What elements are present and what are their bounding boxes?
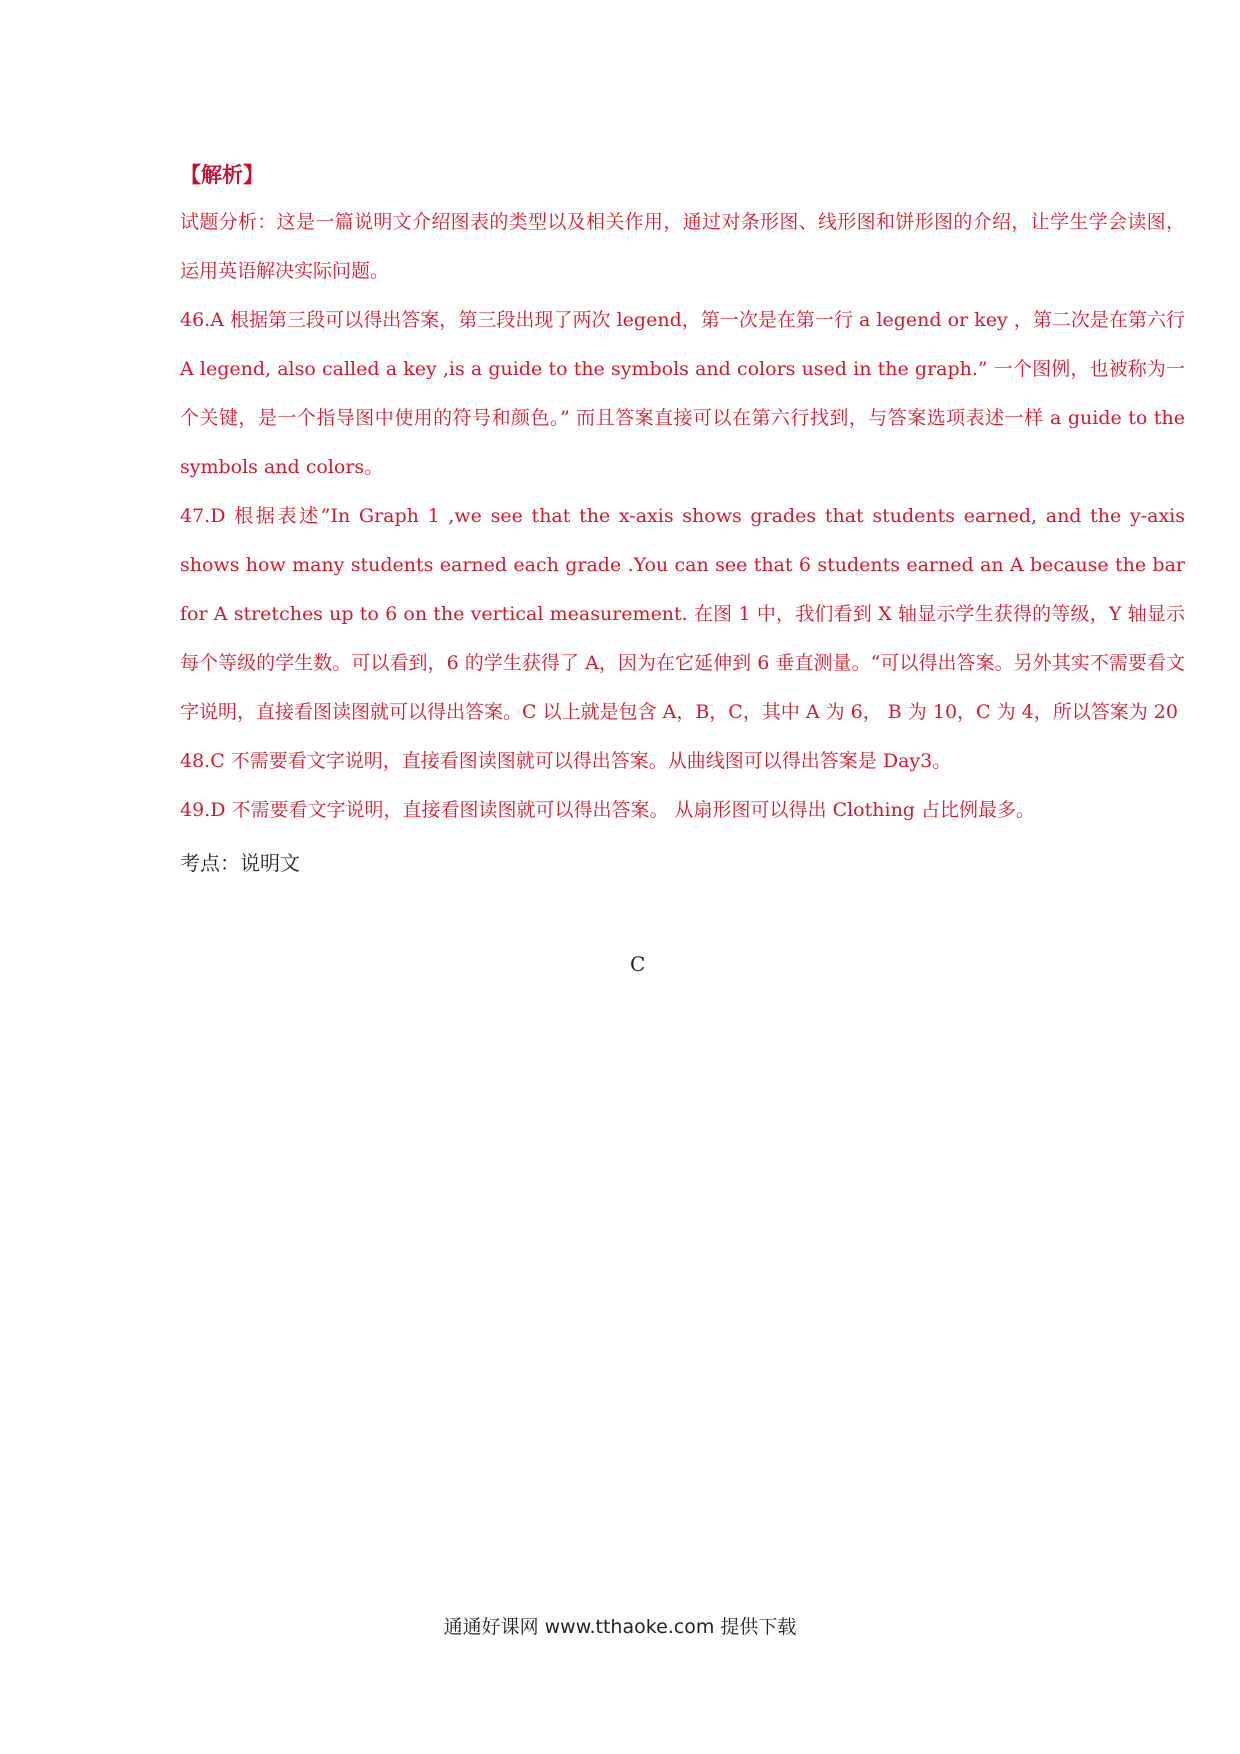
answer-46: 46.A 根据第三段可以得出答案，第三段出现了两次 legend，第一次是在第一行 a legend or key ，第二次是在第六行 A legend, also called a key ,is a guide to the symbols and colors used in the graph.” 一个图例，也被称为一个关键，是一个指导图中使用的符号和颜色。” 而且答案直接可以在第六行找到，与答案选项表述一样 a guide to the symbols and colors。	[180, 309, 1185, 478]
answer-47: 47.D 根据表述”In Graph 1 ,we see that the x-axis shows grades that students earned, and the y-axis shows how many students earned each grade .You can see that 6 students earned an A because the bar for A stretches up to 6 on the vertical measurement. 在图 1 中，我们看到 X 轴显示学生获得的等级，Y 轴显示每个等级的学生数。可以看到，6 的学生获得了 A，因为在它延伸到 6 垂直测量。“可以得出答案。另外其实不需要看文字说明，直接看图读图就可以得出答案。C 以上就是包含 A，B，C，其中 A 为 6， B 为 10，C 为 4，所以答案为 20	[180, 505, 1185, 723]
analysis-section	[180, 160, 1185, 883]
answer-48: 48.C 不需要看文字说明，直接看图读图就可以得出答案。从曲线图可以得出答案是 Day3。	[180, 750, 952, 772]
test-point: 考点：说明文	[180, 851, 300, 875]
analysis-heading: 【解析】	[180, 162, 264, 187]
answer-49: 49.D 不需要看文字说明，直接看图读图就可以得出答案。 从扇形图可以得出 Clothing 占比例最多。	[180, 799, 1036, 821]
section-marker: C	[630, 952, 646, 976]
page-footer: 通通好课网 www.tthaoke.com 提供下载	[443, 1616, 797, 1638]
analysis-overview: 试题分析：这是一篇说明文介绍图表的类型以及相关作用，通过对条形图、线形图和饼形图的介绍，让学生学会读图，运用英语解决实际问题。	[180, 211, 1185, 282]
